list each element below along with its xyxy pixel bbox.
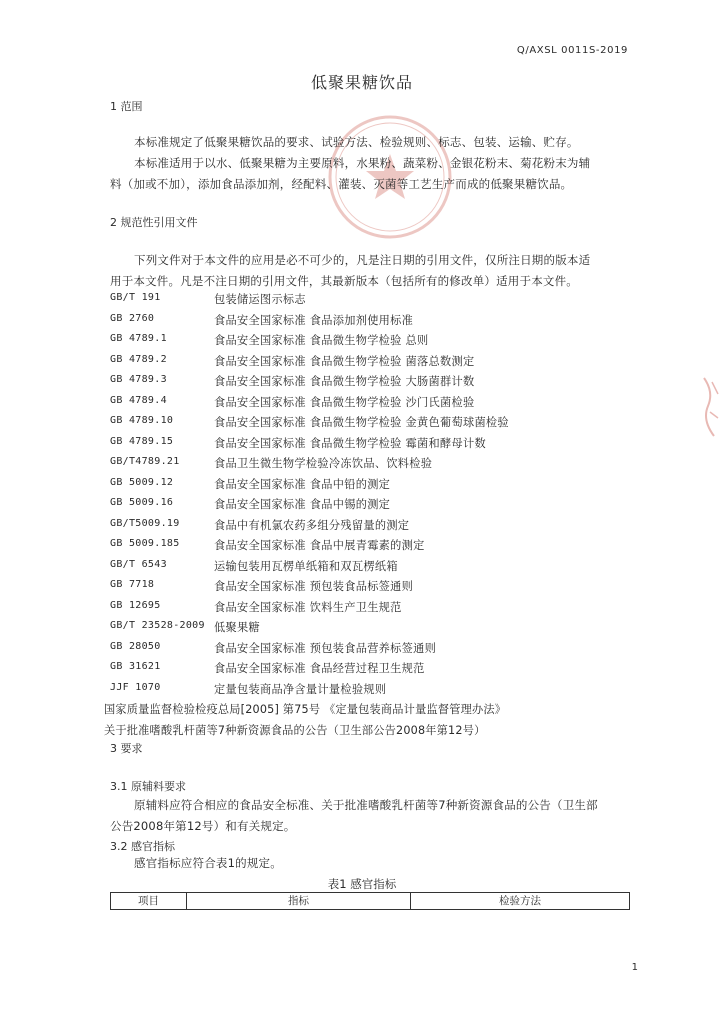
reference-row-long (104, 721, 650, 742)
reference-name: 食品安全国家标准 食品经营过程卫生规范 (214, 662, 425, 675)
reference-row (110, 413, 650, 434)
reference-code: GB/T 6543 (110, 558, 167, 570)
reference-row (110, 311, 650, 332)
raw-material-paragraph (110, 795, 642, 815)
reference-code: GB 4789.4 (110, 394, 167, 406)
reference-row (110, 618, 650, 639)
reference-code: GB 31621 (110, 661, 161, 672)
raw-material-paragraph-cont (110, 816, 642, 836)
reference-code: JJF 1070 (110, 681, 161, 693)
reference-code: GB 5009.185 (110, 538, 180, 549)
reference-row (110, 393, 650, 414)
reference-code: GB 4789.2 (110, 353, 167, 365)
reference-row (110, 659, 650, 680)
table-header-indicator: 指标 (187, 893, 411, 909)
reference-name: 低聚果糖 (214, 621, 260, 634)
reference-name: 食品安全国家标准 食品中展青霉素的测定 (214, 539, 425, 552)
reference-name: 食品安全国家标准 食品中铅的测定 (214, 477, 391, 491)
scope-text-2b: 料（加或不加），添加食品添加剂，经配料、灌装、灭菌等工艺生产而成的低聚果糖饮品。 (110, 177, 573, 191)
reference-row (110, 680, 650, 701)
section-3-heading: 3 要求 (110, 742, 143, 755)
reference-row (110, 536, 650, 557)
section-3-2-heading: 3.2 感官指标 (110, 840, 175, 853)
reference-long-text: 关于批准嗜酸乳杆菌等7种新资源食品的公告（卫生部公告2008年第12号） (104, 723, 486, 737)
sensory-paragraph (110, 853, 642, 873)
reference-name: 食品安全国家标准 预包装食品标签通则 (214, 580, 414, 593)
section-1-heading: 1 范围 (110, 100, 143, 113)
reference-name: 食品中有机氯农药多组分残留量的测定 (214, 518, 410, 532)
ref-intro-text-a: 下列文件对于本文件的应用是必不可少的，凡是注日期的引用文件，仅所注日期的版本适 (134, 253, 591, 267)
reference-code: GB 5009.16 (110, 497, 174, 508)
standard-code: Q/AXSL 0011S-2019 (516, 45, 628, 56)
reference-code: GB 4789.15 (110, 435, 174, 447)
ref-intro-paragraph (110, 250, 642, 270)
section-3-1-heading: 3.1 原辅料要求 (110, 780, 186, 793)
reference-row (110, 475, 650, 496)
reference-name: 运输包装用瓦楞单纸箱和双瓦楞纸箱 (214, 559, 398, 573)
table-header-item: 项目 (111, 893, 187, 909)
raw-material-text-b: 公告2008年第12号）和有关规定。 (110, 819, 296, 833)
raw-material-text-a: 原辅料应符合相应的食品安全标准、关于批准嗜酸乳杆菌等7种新资源食品的公告（卫生部 (134, 798, 598, 812)
reference-row (110, 495, 650, 516)
reference-name: 包装储运图示标志 (214, 293, 306, 306)
ref-intro-paragraph-cont (110, 271, 642, 291)
reference-row (110, 598, 650, 619)
reference-code: GB 12695 (110, 599, 161, 611)
reference-code: GB 7718 (110, 579, 155, 590)
reference-name: 食品安全国家标准 饮料生产卫生规范 (214, 600, 402, 614)
reference-name: 食品安全国家标准 食品微生物学检验 金黄色葡萄球菌检验 (214, 416, 509, 429)
reference-row (110, 352, 650, 373)
reference-name: 食品安全国家标准 食品微生物学检验 沙门氏菌检验 (214, 395, 475, 409)
scope-paragraph-2 (110, 153, 642, 173)
table-header-method: 检验方法 (499, 895, 541, 907)
reference-name: 食品安全国家标准 食品微生物学检验 菌落总数测定 (214, 354, 475, 368)
section-2-heading: 2 规范性引用文件 (110, 216, 198, 229)
scope-paragraph-1 (110, 132, 642, 152)
reference-name: 食品安全国家标准 食品微生物学检验 大肠菌群计数 (214, 375, 475, 388)
scope-text-1: 本标准规定了低聚果糖饮品的要求、试验方法、检验规则、标志、包装、运输、贮存。 (134, 135, 579, 149)
scope-text-2a: 本标准适用于以水、低聚果糖为主要原料，水果粉、蔬菜粉、金银花粉末、菊花粉末为辅 (134, 156, 591, 170)
reference-row (110, 331, 650, 352)
reference-row (110, 516, 650, 537)
reference-code: GB/T4789.21 (110, 456, 180, 467)
reference-row-long (104, 700, 650, 721)
reference-row (110, 434, 650, 455)
reference-list (104, 290, 650, 741)
reference-row (110, 577, 650, 598)
reference-row (110, 454, 650, 475)
sensory-table-header (110, 892, 630, 910)
edge-stamp-mark-icon (700, 372, 722, 442)
reference-code: GB/T 23528-2009 (110, 620, 205, 631)
reference-long-text: 国家质量监督检验检疫总局[2005] 第75号 《定量包装商品计量监督管理办法》 (104, 703, 507, 716)
reference-code: GB/T5009.19 (110, 517, 180, 529)
reference-row (110, 557, 650, 578)
reference-name: 食品安全国家标准 预包装食品营养标签通则 (214, 641, 437, 655)
reference-name: 定量包装商品净含量计量检验规则 (214, 682, 387, 696)
reference-name: 食品安全国家标准 食品添加剂使用标准 (214, 313, 414, 327)
ref-intro-text-b: 用于本文件。凡是不注日期的引用文件，其最新版本（包括所有的修改单）适用于本文件。 (110, 274, 578, 288)
reference-code: GB 4789.10 (110, 415, 174, 426)
reference-code: GB/T 191 (110, 292, 161, 303)
reference-code: GB 4789.1 (110, 333, 167, 344)
reference-row (110, 290, 650, 311)
reference-name: 食品安全国家标准 食品中锡的测定 (214, 498, 391, 511)
page-number: 1 (631, 962, 638, 973)
reference-code: GB 28050 (110, 640, 161, 652)
reference-name: 食品卫生微生物学检验冷冻饮品、饮料检验 (214, 457, 433, 470)
table-title: 表1 感官指标 (327, 877, 397, 891)
reference-code: GB 2760 (110, 312, 155, 324)
reference-row (110, 372, 650, 393)
document-title: 低聚果糖饮品 (310, 73, 413, 92)
reference-name: 食品安全国家标准 食品微生物学检验 总则 (214, 334, 429, 347)
sensory-text: 感官指标应符合表1的规定。 (134, 856, 282, 870)
reference-code: GB 4789.3 (110, 374, 167, 385)
scope-paragraph-2-cont (110, 174, 642, 194)
reference-name: 食品安全国家标准 食品微生物学检验 霉菌和酵母计数 (214, 436, 486, 450)
reference-row (110, 639, 650, 660)
reference-code: GB 5009.12 (110, 476, 174, 488)
